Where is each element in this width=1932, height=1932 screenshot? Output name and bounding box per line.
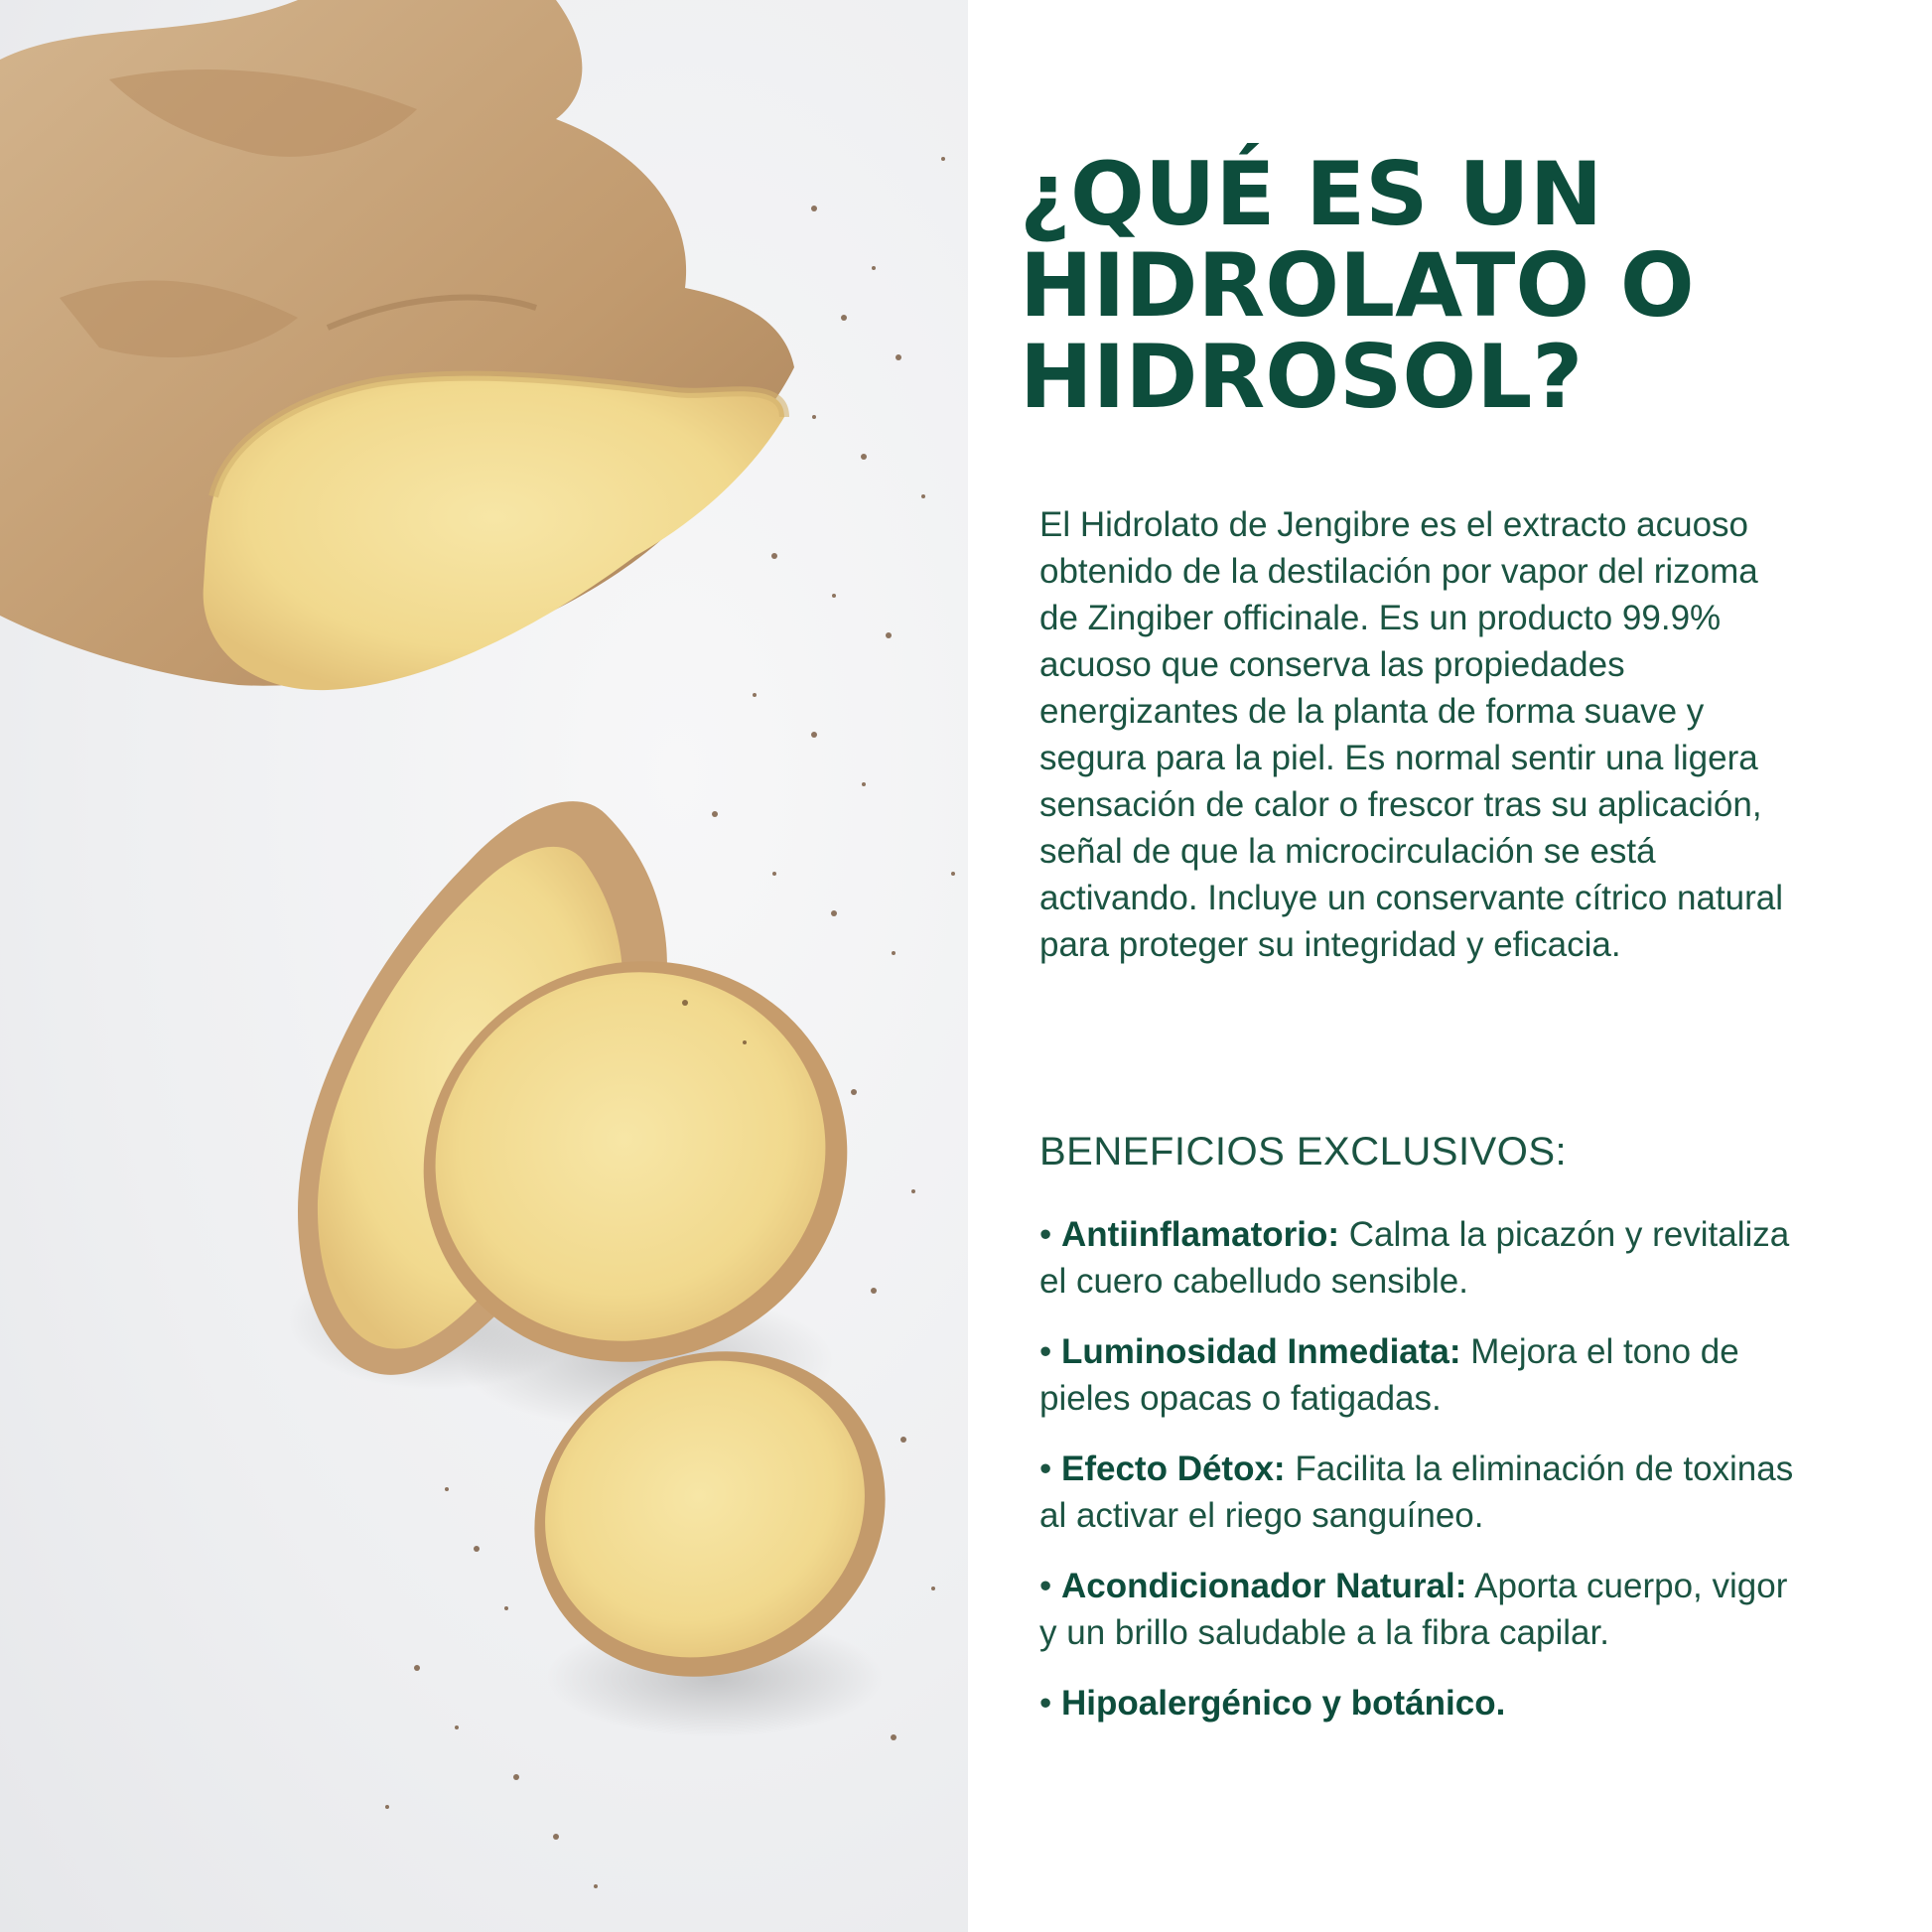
benefit-item [1039, 1211, 1794, 1305]
benefit-label: Acondicionador Natural: [1061, 1567, 1467, 1605]
bullet: • [1039, 1567, 1052, 1605]
description-paragraph: El Hidrolato de Jengibre es el extracto acuoso obtenido de la destilación por vapor del rizoma de Zingiber officinale. Es un producto 99.9% acuoso que conserva las propiedades energizantes de la planta de forma suave y segura para la piel. Es normal sentir una ligera sensación de calor o frescor tras su aplicación, señal de que la microcirculación se está activando. Incluye un conservante cítrico natural para proteger su integridad y eficacia. [1039, 505, 1784, 964]
benefit-item [1039, 1680, 1794, 1726]
benefit-item [1039, 1328, 1794, 1422]
bullet: • [1039, 1684, 1052, 1723]
page-title [1020, 143, 1893, 428]
bullet: • [1039, 1332, 1052, 1371]
benefit-label: Antiinflamatorio: [1061, 1215, 1339, 1254]
benefit-item [1039, 1563, 1794, 1656]
bullet: • [1039, 1449, 1052, 1488]
benefit-text: Aporta cuerpo, vigor y un brillo saludable a la fibra capilar. [1039, 1567, 1788, 1652]
benefit-label: Luminosidad Inmediata: [1061, 1332, 1461, 1371]
benefits-heading: BENEFICIOS EXCLUSIVOS: [1039, 1130, 1568, 1173]
title-line-2: HIDROLATO O [1020, 234, 1695, 337]
benefit-text: Mejora el tono de pieles opacas o fatigadas. [1039, 1332, 1739, 1418]
bullet: • [1039, 1215, 1052, 1254]
benefit-text: Facilita la eliminación de toxinas al activar el riego sanguíneo. [1039, 1449, 1794, 1535]
text-panel [968, 0, 1932, 1932]
benefit-item [1039, 1446, 1794, 1539]
title-line-1: ¿QUÉ ES UN [1020, 143, 1603, 245]
ginger-root-top [0, 0, 794, 690]
benefit-text: Calma la picazón y revitaliza el cuero cabelludo sensible. [1039, 1215, 1790, 1301]
benefit-label: Hipoalergénico y botánico. [1061, 1684, 1506, 1723]
benefits-list [1039, 1211, 1794, 1750]
benefit-label: Efecto Détox: [1061, 1449, 1286, 1488]
title-line-3: HIDROSOL? [1020, 326, 1584, 428]
